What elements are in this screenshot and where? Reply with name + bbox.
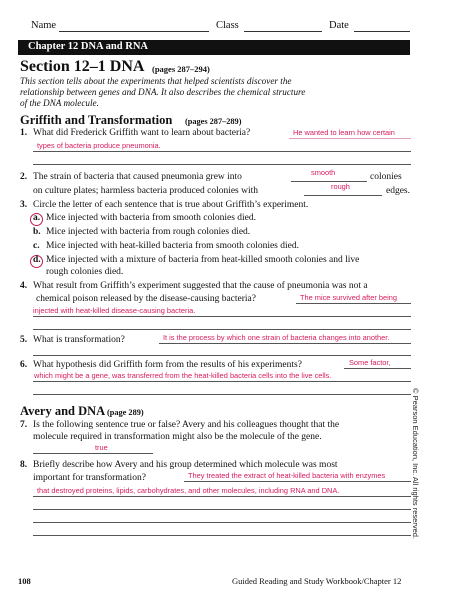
griffith-heading: Griffith and Transformation	[20, 113, 173, 127]
q2-blank-line-2	[304, 195, 382, 196]
intro-line: of the DNA molecule.	[20, 98, 99, 108]
q4-number: 4.	[20, 281, 28, 291]
intro-line: relationship between genes and DNA. It also describes the chemical structure	[20, 87, 306, 97]
q4-text-2: chemical poison released by the disease-causing bacteria?	[36, 294, 256, 304]
q8-answer-1[interactable]: They treated the extract of heat-killed bacteria with enzymes	[188, 471, 386, 480]
q6-answer-1[interactable]: Some factor,	[349, 358, 391, 367]
q6-answer-2[interactable]: which might be a gene, was transferred from the heat-killed bacteria cells into the live cells.	[34, 371, 332, 380]
footer-book-title: Guided Reading and Study Workbook/Chapter 12	[232, 576, 402, 586]
q3-option-d-letter[interactable]: d.	[33, 255, 41, 265]
q3-option-b-letter[interactable]: b.	[33, 227, 41, 237]
q5-answer-line-2	[33, 355, 411, 356]
q1-answer-line-3	[33, 164, 411, 165]
q3-option-a-text: Mice injected with bacteria from smooth colonies died.	[46, 213, 256, 223]
q3-number: 3.	[20, 200, 28, 210]
q2-text-1: The strain of bacteria that caused pneumonia grew into	[33, 172, 242, 182]
q6-answer-line-1	[344, 368, 411, 369]
date-label: Date	[329, 20, 349, 31]
q4-answer-line-1	[296, 303, 411, 304]
chapter-title: Chapter 12 DNA and RNA	[28, 41, 148, 52]
page-number: 108	[18, 576, 31, 586]
q3-option-c-text: Mice injected with heat-killed bacteria from smooth colonies died.	[46, 241, 299, 251]
q2-end-1: colonies	[370, 172, 402, 182]
q2-end-2: edges.	[386, 186, 411, 196]
q8-number: 8.	[20, 460, 28, 470]
q8-answer-line-1	[184, 481, 411, 482]
q2-text-2: on culture plates; harmless bacteria produced colonies with	[33, 186, 259, 196]
q3-option-a-letter[interactable]: a.	[33, 213, 41, 223]
q3-text: Circle the letter of each sentence that is true about Griffith’s experiment.	[33, 200, 309, 210]
q8-answer-line-5	[33, 535, 411, 536]
q4-answer-line-2	[33, 316, 411, 317]
q1-number: 1.	[20, 128, 28, 138]
q7-text-2: molecule required in transformation might also be the molecule of the gene.	[33, 432, 322, 442]
q4-answer-1[interactable]: The mice survived after being	[300, 293, 397, 302]
q8-answer-2[interactable]: that destroyed proteins, lipids, carbohydrates, and other molecules, including RNA and DNA.	[37, 486, 340, 495]
q3-option-c-letter[interactable]: c.	[33, 241, 40, 251]
q5-answer-line-1	[159, 343, 411, 344]
class-field[interactable]	[244, 31, 322, 32]
q4-answer-line-3	[33, 329, 411, 330]
intro-line: This section tells about the experiments that helped scientists discover the	[20, 76, 292, 86]
q1-answer-line-2	[33, 151, 411, 152]
q6-number: 6.	[20, 360, 28, 370]
section-title: Section 12–1 DNA	[20, 58, 145, 75]
q7-number: 7.	[20, 420, 28, 430]
q8-answer-line-2	[33, 496, 411, 497]
q6-text: What hypothesis did Griffith form from the results of his experiments?	[33, 360, 302, 370]
name-label: Name	[31, 20, 57, 31]
date-field[interactable]	[354, 31, 410, 32]
q1-answer-line-1	[289, 138, 411, 139]
q7-answer-line	[33, 453, 153, 454]
q1-answer-1[interactable]: He wanted to learn how certain	[293, 128, 395, 137]
q8-answer-line-4	[33, 522, 411, 523]
q8-answer-line-3	[33, 509, 411, 510]
griffith-pages: (pages 287–289)	[185, 117, 242, 126]
q2-blank-rough[interactable]: rough	[331, 182, 350, 191]
q5-text: What is transformation?	[33, 335, 125, 345]
q2-number: 2.	[20, 172, 28, 182]
section-pages: (pages 287–294)	[152, 64, 210, 74]
copyright-notice: © Pearson Education, Inc. All rights reserved.	[411, 388, 420, 540]
q7-answer[interactable]: true	[95, 443, 108, 452]
name-field[interactable]	[59, 31, 209, 32]
q5-number: 5.	[20, 335, 28, 345]
q3-option-d-text: Mice injected with a mixture of bacteria from heat-killed smooth colonies and live	[46, 255, 360, 265]
q8-text-1: Briefly describe how Avery and his group determined which molecule was most	[33, 460, 338, 470]
q6-answer-line-3	[33, 394, 411, 395]
q6-answer-line-2	[33, 381, 411, 382]
avery-heading: Avery and DNA	[20, 404, 106, 418]
q3-option-b-text: Mice injected with bacteria from rough colonies died.	[46, 227, 251, 237]
q1-answer-2[interactable]: types of bacteria produce pneumonia.	[37, 141, 161, 150]
chapter-bar	[18, 40, 410, 55]
q8-text-2: important for transformation?	[33, 473, 146, 483]
avery-pages: (page 289)	[107, 408, 144, 417]
q2-blank-smooth[interactable]: smooth	[311, 168, 336, 177]
q2-blank-line-1	[291, 181, 367, 182]
q4-text-1: What result from Griffith’s experiment suggested that the cause of pneumonia was not a	[33, 281, 368, 291]
q3-option-d-text-2: rough colonies died.	[46, 267, 124, 277]
q4-answer-2[interactable]: injected with heat-killed disease-causing bacteria.	[33, 306, 196, 315]
class-label: Class	[216, 20, 239, 31]
q1-text: What did Frederick Griffith want to learn about bacteria?	[33, 128, 251, 138]
q5-answer[interactable]: It is the process by which one strain of bacteria changes into another.	[163, 333, 390, 342]
q7-text-1: Is the following sentence true or false? Avery and his colleagues thought that the	[33, 420, 340, 430]
section-intro	[20, 76, 305, 109]
